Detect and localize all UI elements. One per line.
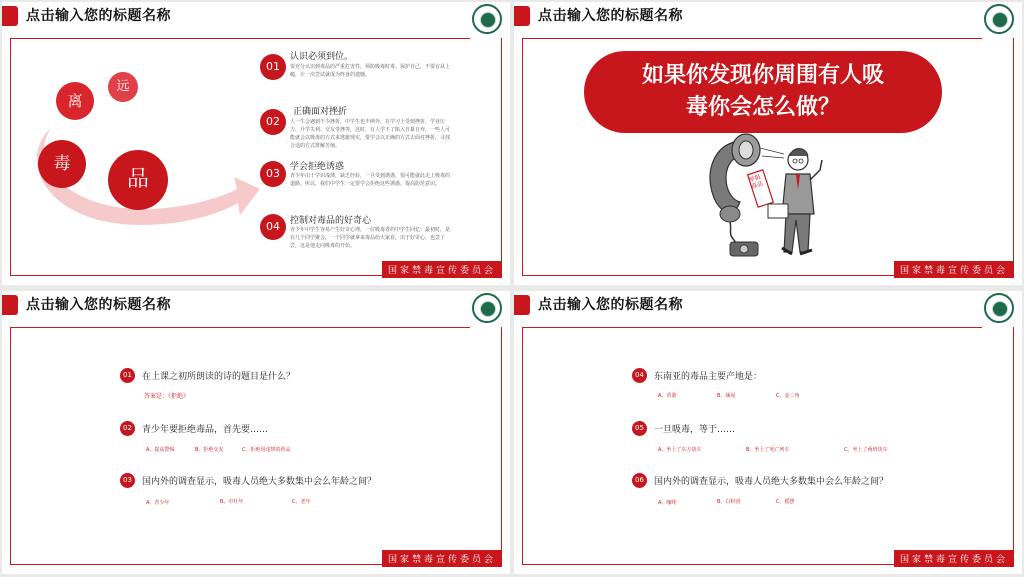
question-text-01[interactable]: 在上课之初所朗读的诗的题目是什么？ — [142, 372, 296, 382]
footer-label: 国家禁毒宣传委员会 — [382, 261, 502, 278]
slide-title[interactable]: 点击输入您的标题名称 — [26, 297, 171, 313]
point-number-04: 04 — [260, 214, 286, 240]
slide-3[interactable] — [2, 291, 510, 574]
emblem-icon — [984, 293, 1014, 323]
point-desc-01[interactable]: 要充分认识到毒品的严重危害性，预防吸毒时毒、保护自己，不要盲从上瘾，让一次尝试就成为终身的遗憾。 — [290, 64, 451, 78]
option-03-a[interactable]: A、青少年 — [146, 500, 170, 506]
option-02-c[interactable]: C、拒绝用违禁的药品 — [242, 447, 291, 453]
question-text-02[interactable]: 青少年要拒绝毒品，首先要…… — [142, 425, 269, 435]
banner-line-1: 如果你发现你周围有人吸 — [641, 63, 884, 88]
option-06-b[interactable]: B、白粉团 — [717, 499, 741, 505]
point-title-04[interactable]: 控制对毒品的好奇心 — [290, 216, 372, 226]
option-02-b[interactable]: B、拒绝交友 — [195, 447, 224, 453]
footer-label: 国家禁毒宣传委员会 — [894, 261, 1014, 278]
header-accent-bar — [514, 295, 530, 315]
point-title-01[interactable]: 认识必须到位。 — [290, 52, 354, 62]
slide-4[interactable] — [514, 291, 1022, 574]
slide-title[interactable]: 点击输入您的标题名称 — [538, 297, 683, 313]
header-accent-bar — [514, 6, 530, 26]
point-desc-03[interactable]: 青少年由于学识浅薄，缺乏经验，一旦受到诱惑，很可能就此走上吸毒的道路。所以，我们中学生一定要学会拒绝这些诱惑，提高防范意识。 — [290, 173, 451, 187]
question-text-06[interactable]: 国内外的调查显示，吸毒人员绝大多数集中会么年龄之间？ — [654, 477, 889, 487]
footer-label: 国家禁毒宣传委员会 — [382, 550, 502, 567]
question-text-03[interactable]: 国内外的调查显示，吸毒人员绝大多数集中会么年龄之间？ — [142, 477, 377, 487]
option-05-b[interactable]: B、坐上了死亡列车 — [746, 447, 790, 453]
option-04-b[interactable]: B、缅甸 — [717, 393, 736, 399]
question-number-01: 01 — [120, 368, 135, 383]
report-sign-label: 举报毒品 — [748, 173, 764, 191]
phone-report-illustration — [694, 130, 844, 262]
slide-title[interactable]: 点击输入您的标题名称 — [26, 8, 171, 24]
slide-2[interactable] — [514, 2, 1022, 285]
header-accent-bar — [2, 295, 18, 315]
question-number-04: 04 — [632, 368, 647, 383]
question-number-03: 03 — [120, 473, 135, 488]
circle-pin: 品 — [108, 150, 168, 210]
slide-1[interactable] — [2, 2, 510, 285]
question-number-02: 02 — [120, 421, 135, 436]
header-accent-bar — [2, 6, 18, 26]
option-03-b[interactable]: B、中壮年 — [220, 499, 244, 505]
question-banner[interactable] — [584, 51, 942, 133]
circle-yuan: 远 — [108, 72, 138, 102]
banner-line-2: 毒你会怎么做？ — [685, 95, 840, 120]
point-number-03: 03 — [260, 161, 286, 187]
point-number-02: 02 — [260, 109, 286, 135]
emblem-icon — [472, 293, 502, 323]
point-title-03[interactable]: 学会拒绝诱惑 — [290, 162, 345, 172]
option-02-a[interactable]: A、提高警惕 — [146, 447, 175, 453]
emblem-icon — [984, 4, 1014, 34]
option-03-c[interactable]: C、老年 — [292, 499, 311, 505]
question-number-05: 05 — [632, 421, 647, 436]
footer-label: 国家禁毒宣传委员会 — [894, 550, 1014, 567]
emblem-icon — [472, 4, 502, 34]
option-06-a[interactable]: A、咖啡 — [658, 500, 677, 506]
slide-title[interactable]: 点击输入您的标题名称 — [538, 8, 683, 24]
circle-du: 毒 — [38, 140, 86, 188]
question-text-05[interactable]: 一旦吸毒，等于…… — [654, 425, 736, 435]
option-06-c[interactable]: C、摇摆 — [776, 499, 795, 505]
question-number-06: 06 — [632, 473, 647, 488]
point-desc-02[interactable]: 人一生会遇到不少挫折，中学生也不例外，在学习上受到挫折，学业压力、升学失利、交友受挫等，这时，有人学不了陷入自暴自弃，一些人可能就会以吸毒的方式来逃避现实，要学会以正确的方式去面对挫折，寻找合适的方式排解苦恼。 — [290, 119, 451, 149]
circle-li: 离 — [56, 82, 94, 120]
option-05-c[interactable]: C、坐上了两班快车 — [844, 447, 888, 453]
point-number-01: 01 — [260, 54, 286, 80]
option-05-a[interactable]: A、坐上了东方快车 — [658, 447, 702, 453]
answer-text-01: 答案是：《拒绝》 — [144, 393, 190, 400]
point-title-02[interactable]: 正确面对挫折 — [293, 107, 348, 117]
option-04-a[interactable]: A、香港 — [658, 393, 677, 399]
question-text-04[interactable]: 东南亚的毒品主要产地是： — [654, 372, 763, 382]
option-04-c[interactable]: C、金三角 — [776, 393, 800, 399]
point-desc-04[interactable]: 青少年中学生容易产生好奇心理，一位吸毒者的中学生回忆：最初时，是在几个同学聚会，一个同学就拿来毒品给大家看，出于好奇心，也尝了尝，这是他走向吸毒的开始。 — [290, 227, 451, 249]
